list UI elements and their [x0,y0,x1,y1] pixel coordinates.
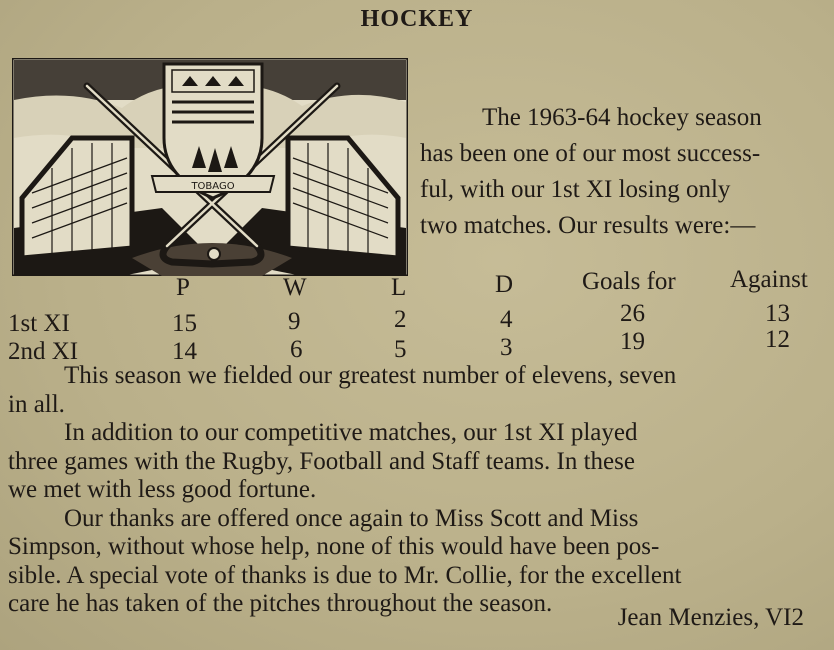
column-header: P [176,274,190,301]
table-cell: 26 [620,300,645,327]
intro-line: two matches. Our results were:— [420,212,756,239]
table-cell: 14 [172,338,197,365]
column-header: Goals for [582,268,676,295]
article-body [8,362,828,619]
table-cell: 4 [500,306,513,333]
row-team-label: 2nd XI [8,338,79,365]
table-cell: 13 [765,300,790,327]
results-table [0,266,834,366]
column-header: D [495,271,514,298]
page-title: HOCKEY [360,6,474,32]
intro-paragraph [420,100,820,244]
table-cell: 15 [172,310,197,337]
body-line: three games with the Rugby, Football and Staff teams. In these [8,447,635,475]
table-cell: 5 [394,336,407,363]
intro-line: ful, with our 1st XI losing only [420,176,731,203]
table-cell: 12 [765,326,790,353]
intro-line: has been one of our most success- [420,140,761,167]
table-cell: 6 [290,336,303,363]
table-cell: 9 [288,308,301,335]
emblem-motto: TOBAGO [191,181,235,192]
body-line: In addition to our competitive matches, our 1st XI played [64,419,638,446]
body-line: Simpson, without whose help, none of this would have been pos- [8,533,660,560]
intro-line: The 1963-64 hockey season [482,104,762,131]
body-line: in all. [8,390,65,418]
column-header: W [283,274,307,301]
body-line: we met with less good fortune. [8,476,317,503]
table-cell: 3 [500,334,513,361]
body-line: Our thanks are offered once again to Miss Scott and Miss [64,504,639,532]
column-header: L [391,274,407,301]
body-line: sible. A special vote of thanks is due to Mr. Collie, for the excellent [8,561,682,589]
column-header: Against [730,266,808,293]
body-line: This season we fielded our greatest number of elevens, seven [64,362,677,389]
row-team-label: 1st XI [8,310,70,337]
hockey-crest-icon [12,58,408,276]
table-cell: 19 [620,328,645,355]
body-line: care he has taken of the pitches throughout the season. [8,590,553,617]
signature: Jean Menzies, VI2 [617,604,804,631]
table-cell: 2 [394,306,407,333]
